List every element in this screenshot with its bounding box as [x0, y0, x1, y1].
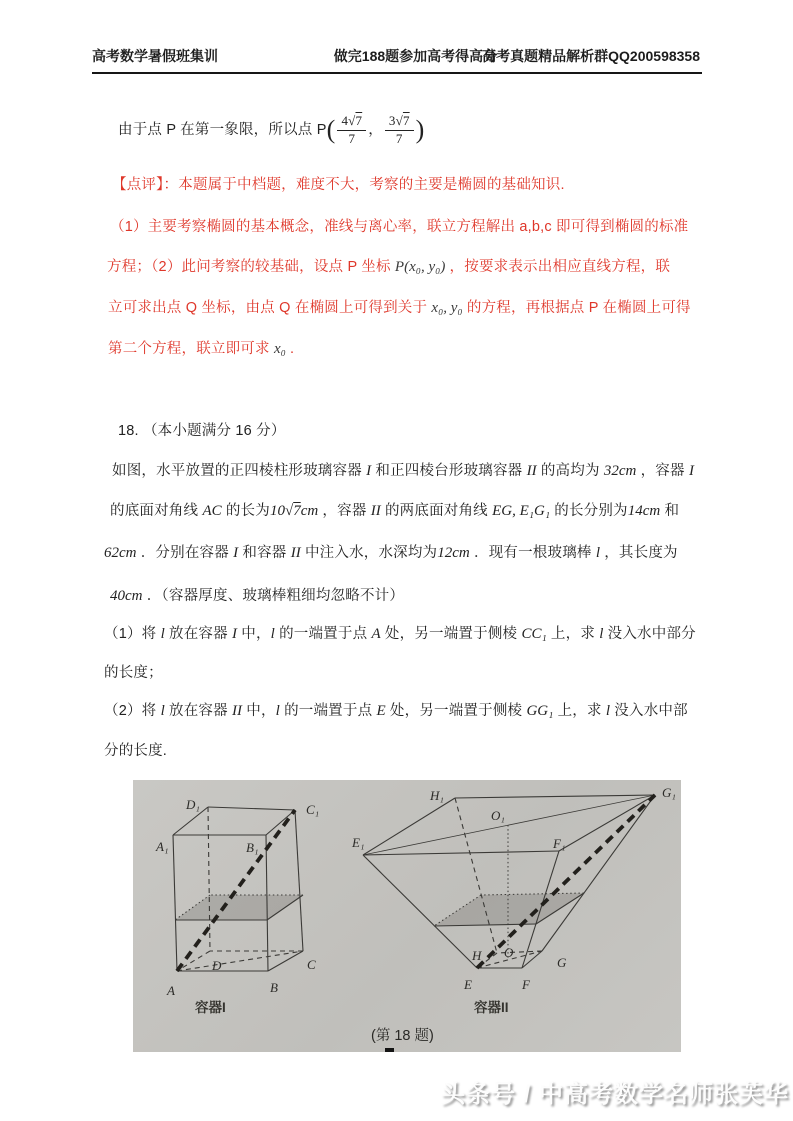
- header-right-text: [334, 46, 700, 66]
- figure-edge: [177, 951, 303, 971]
- text-line: （1）主要考察椭圆的基本概念，准线与离心率，联立方程解出 a,b,c 即可得到椭圆的标准: [110, 219, 689, 235]
- text-line: 【点评】：本题属于中档题，难度不大，考察的主要是椭圆的基础知识.: [112, 177, 565, 193]
- figure-caption: 容器II: [474, 1000, 509, 1015]
- figure-svg: [133, 780, 681, 1052]
- figure-edge: [363, 795, 655, 855]
- water-surface: [434, 893, 584, 926]
- text-line: 62cm ．分别在容器 I 和容器 II 中注入水，水深均为12cm ．现有一根玻璃棒 l ，其长度为: [104, 545, 678, 561]
- vertex-label: B₁: [246, 840, 259, 855]
- vertex-label: O₁: [491, 808, 505, 823]
- vertex-label: G₁: [662, 785, 676, 800]
- text-line: 由于点 P 在第一象限，所以点 P( $\frac{4√7}{7}$ ， $\frac{3√7}{7}$ ): [118, 113, 425, 146]
- vertex-label: H₁: [430, 788, 444, 803]
- figure-caption: (第 18 题): [371, 1028, 434, 1044]
- figure-scan: [133, 780, 681, 1052]
- header-right-text-b: 高考真题精品解析群QQ200598358: [482, 48, 700, 64]
- header-rule: [92, 72, 702, 74]
- vertex-label: F₁: [553, 836, 566, 851]
- vertex-label: E: [464, 977, 472, 992]
- vertex-label: G: [557, 955, 567, 970]
- figure-edge: [177, 951, 210, 971]
- cropped-mark: [385, 1048, 394, 1052]
- footer-watermark: 头条号 / 中高考数学名师张芙华: [440, 1081, 789, 1108]
- vertex-label: C₁: [306, 802, 320, 817]
- figure-edge: [363, 798, 455, 855]
- figure-edge: [173, 835, 177, 971]
- figure-edge: [363, 851, 559, 855]
- text-line: 分的长度.: [104, 743, 168, 759]
- figure-edge: [542, 795, 655, 951]
- vertex-label: O: [504, 945, 514, 960]
- vertex-label: F: [522, 977, 530, 992]
- figure-edge: [295, 810, 303, 951]
- water-surface: [175, 895, 303, 920]
- vertex-label: D₁: [186, 797, 200, 812]
- text-line: 立可求出点 Q 坐标，由点 Q 在椭圆上可得到关于 x₀, y₀ 的方程，再根据点 P 在椭圆上可得: [108, 300, 691, 316]
- text-line: 的底面对角线 AC 的长为10√7cm ，容器 II 的两底面对角线 EG, E₁G₁ 的长分别为14cm 和: [110, 503, 680, 519]
- vertex-label: A: [167, 983, 175, 998]
- vertex-label: A₁: [156, 839, 169, 854]
- figure-edge: [455, 795, 655, 798]
- text-line: 40cm ．（容器厚度、玻璃棒粗细均忽略不计）: [110, 588, 405, 604]
- text-line: 第二个方程，联立即可求 x₀ .: [108, 341, 295, 357]
- vertex-label: D: [212, 958, 222, 973]
- text-line: （1）将 l 放在容器 I 中，l 的一端置于点 A 处，另一端置于侧棱 CC₁ 上，求 l 没入水中部分: [104, 626, 696, 642]
- vertex-label: H: [472, 948, 482, 963]
- text-line: 方程；（2）此问考察的较基础，设点 P 坐标 P(x₀, y₀) ，按要求表示出相应直线方程，联: [107, 259, 671, 275]
- figure-caption: 容器I: [195, 1000, 226, 1015]
- vertex-label: B: [270, 980, 278, 995]
- vertex-label: C: [307, 957, 316, 972]
- glass-rod-line: [177, 810, 295, 971]
- vertex-label: E₁: [352, 835, 365, 850]
- header-left-text: 高考数学暑假班集训: [92, 48, 218, 64]
- text-line: 18. （本小题满分 16 分）: [118, 423, 286, 439]
- figure-edge: [208, 807, 295, 810]
- text-line: （2）将 l 放在容器 II 中，l 的一端置于点 E 处，另一端置于侧棱 GG₁ 上，求 l 没入水中部: [104, 703, 688, 719]
- header-right-text-a: 做完188题参加高考得高分: [333, 48, 498, 64]
- text-line: 的长度；: [104, 665, 163, 681]
- text-line: 如图，水平放置的正四棱柱形玻璃容器 I 和正四棱台形玻璃容器 II 的高均为 32cm ，容器 I: [112, 463, 694, 479]
